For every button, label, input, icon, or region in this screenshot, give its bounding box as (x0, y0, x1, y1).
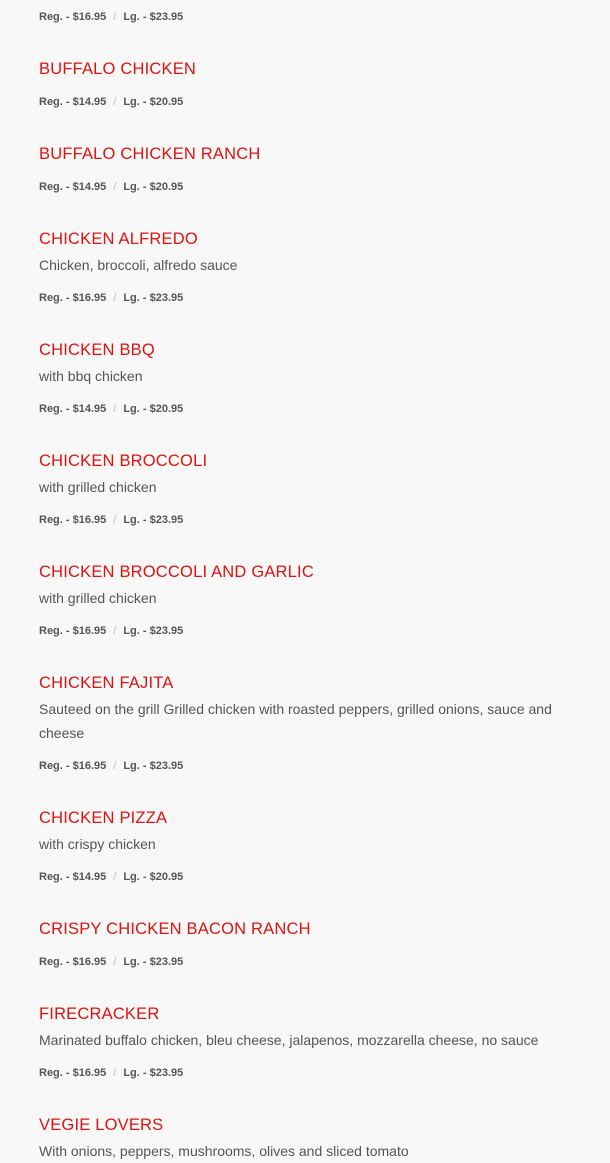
item-name: CHICKEN ALFREDO (39, 230, 198, 248)
menu-item-vegie-lovers (39, 1085, 590, 1163)
price-line (39, 1052, 590, 1085)
price-line (39, 745, 590, 778)
large-price: Lg. - $23.95 (123, 625, 184, 637)
price-line (39, 166, 590, 199)
menu-item-previous (39, 0, 590, 29)
menu-item-chicken-bbq (39, 310, 590, 421)
item-name: CRISPY CHICKEN BACON RANCH (39, 920, 311, 938)
price-separator: / (113, 96, 117, 108)
menu-item-buffalo-chicken-ranch (39, 114, 590, 199)
price-separator: / (113, 11, 117, 23)
item-description: Sauteed on the grill Grilled chicken with roasted peppers, grilled onions, sauce and cheese (39, 701, 552, 741)
menu-item-chicken-pizza (39, 778, 590, 889)
menu-item-chicken-fajita (39, 643, 590, 778)
menu-item-chicken-broccoli (39, 421, 590, 532)
price-separator: / (113, 292, 117, 304)
large-price: Lg. - $20.95 (123, 181, 184, 193)
item-description: with bbq chicken (39, 368, 143, 384)
regular-price: Reg. - $14.95 (39, 871, 107, 883)
menu-item-firecracker (39, 974, 590, 1085)
menu-item-chicken-broccoli-garlic (39, 532, 590, 643)
regular-price: Reg. - $14.95 (39, 403, 107, 415)
item-name: CHICKEN BBQ (39, 341, 155, 359)
item-description: with grilled chicken (39, 590, 157, 606)
item-name: CHICKEN BROCCOLI (39, 452, 208, 470)
regular-price: Reg. - $16.95 (39, 760, 107, 772)
large-price: Lg. - $20.95 (123, 871, 184, 883)
price-separator: / (113, 956, 117, 968)
item-description: Chicken, broccoli, alfredo sauce (39, 257, 238, 273)
item-name: CHICKEN BROCCOLI AND GARLIC (39, 563, 314, 581)
price-separator: / (113, 181, 117, 193)
price-separator: / (113, 760, 117, 772)
regular-price: Reg. - $16.95 (39, 1067, 107, 1079)
price-line (39, 277, 590, 310)
item-description: With onions, peppers, mushrooms, olives and sliced tomato (39, 1143, 409, 1159)
price-separator: / (113, 514, 117, 526)
large-price: Lg. - $20.95 (123, 403, 184, 415)
price-line (39, 610, 590, 643)
menu-item-crispy-chicken-bacon-ranch (39, 889, 590, 974)
price-separator: / (113, 1067, 117, 1079)
item-name: VEGIE LOVERS (39, 1116, 164, 1134)
large-price: Lg. - $23.95 (123, 1067, 184, 1079)
menu-list (39, 0, 590, 1163)
regular-price: Reg. - $16.95 (39, 292, 107, 304)
large-price: Lg. - $23.95 (123, 514, 184, 526)
item-name: BUFFALO CHICKEN (39, 60, 197, 78)
regular-price: Reg. - $16.95 (39, 956, 107, 968)
price-line (39, 0, 590, 29)
regular-price: Reg. - $16.95 (39, 625, 107, 637)
regular-price: Reg. - $16.95 (39, 11, 107, 23)
price-separator: / (113, 625, 117, 637)
large-price: Lg. - $23.95 (123, 760, 184, 772)
menu-item-chicken-alfredo (39, 199, 590, 310)
item-description: with crispy chicken (39, 836, 156, 852)
regular-price: Reg. - $16.95 (39, 514, 107, 526)
price-line (39, 388, 590, 421)
regular-price: Reg. - $14.95 (39, 96, 107, 108)
large-price: Lg. - $23.95 (123, 11, 184, 23)
item-description: with grilled chicken (39, 479, 157, 495)
item-name: BUFFALO CHICKEN RANCH (39, 145, 261, 163)
large-price: Lg. - $23.95 (123, 956, 184, 968)
item-description: Marinated buffalo chicken, bleu cheese, jalapenos, mozzarella cheese, no sauce (39, 1032, 539, 1048)
regular-price: Reg. - $14.95 (39, 181, 107, 193)
price-line (39, 941, 590, 974)
menu-item-buffalo-chicken (39, 29, 590, 114)
price-separator: / (113, 403, 117, 415)
price-line (39, 81, 590, 114)
large-price: Lg. - $23.95 (123, 292, 184, 304)
large-price: Lg. - $20.95 (123, 96, 184, 108)
price-line (39, 856, 590, 889)
item-name: CHICKEN FAJITA (39, 674, 174, 692)
price-separator: / (113, 871, 117, 883)
item-name: CHICKEN PIZZA (39, 809, 168, 827)
price-line (39, 499, 590, 532)
item-name: FIRECRACKER (39, 1005, 160, 1023)
